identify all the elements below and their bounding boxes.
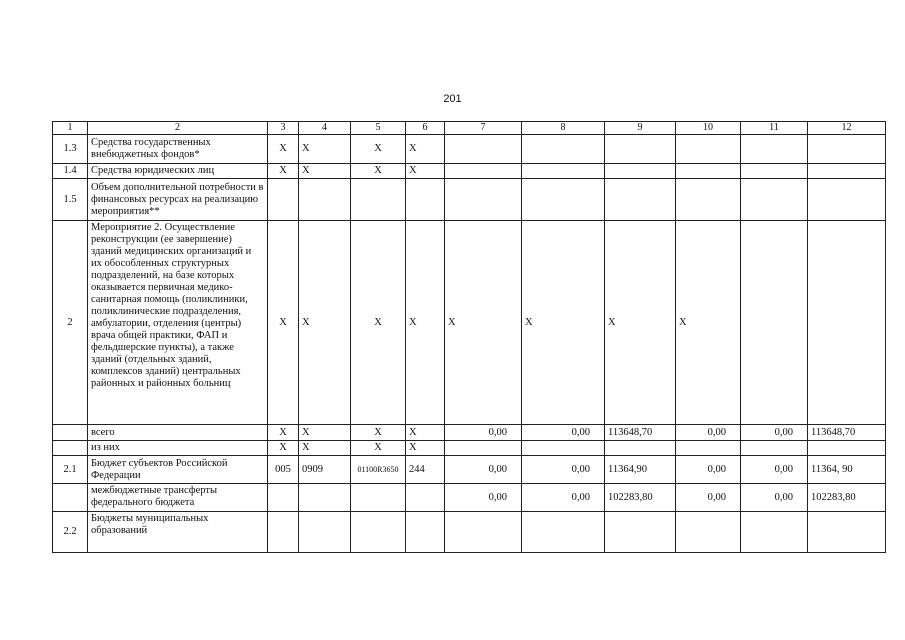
row-id: 2.2 bbox=[53, 512, 88, 553]
cell bbox=[676, 441, 741, 456]
row-id: 1.3 bbox=[53, 135, 88, 164]
cell bbox=[741, 221, 808, 425]
cell: 005 bbox=[268, 456, 299, 484]
cell bbox=[605, 179, 676, 221]
cell bbox=[808, 512, 886, 553]
table-row bbox=[53, 164, 886, 179]
cell bbox=[808, 164, 886, 179]
header-cell: 1 bbox=[53, 122, 88, 135]
cell bbox=[268, 484, 299, 512]
cell: X bbox=[299, 441, 351, 456]
row-id: 2.1 bbox=[53, 456, 88, 484]
row-description: Средства государственных внебюджетных фондов* bbox=[88, 135, 268, 164]
header-cell: 3 bbox=[268, 122, 299, 135]
header-cell: 11 bbox=[741, 122, 808, 135]
cell bbox=[445, 179, 522, 221]
cell: X bbox=[299, 164, 351, 179]
cell: 244 bbox=[406, 456, 445, 484]
cell: 0,00 bbox=[445, 456, 522, 484]
cell: X bbox=[268, 221, 299, 425]
cell: 113648,70 bbox=[808, 425, 886, 441]
table-row bbox=[53, 456, 886, 484]
cell bbox=[299, 484, 351, 512]
cell bbox=[406, 484, 445, 512]
cell: X bbox=[351, 164, 406, 179]
header-cell: 5 bbox=[351, 122, 406, 135]
cell bbox=[808, 135, 886, 164]
cell bbox=[741, 179, 808, 221]
cell: X bbox=[406, 441, 445, 456]
cell: 0,00 bbox=[741, 484, 808, 512]
budget-table bbox=[52, 121, 886, 553]
row-description: Средства юридических лиц bbox=[88, 164, 268, 179]
cell: X bbox=[605, 221, 676, 425]
header-cell: 8 bbox=[522, 122, 605, 135]
row-id: 1.5 bbox=[53, 179, 88, 221]
cell bbox=[268, 179, 299, 221]
cell bbox=[741, 164, 808, 179]
cell: X bbox=[445, 221, 522, 425]
cell: X bbox=[299, 221, 351, 425]
table-row bbox=[53, 441, 886, 456]
cell bbox=[522, 512, 605, 553]
header-cell: 2 bbox=[88, 122, 268, 135]
cell bbox=[406, 512, 445, 553]
cell bbox=[605, 441, 676, 456]
cell: X bbox=[351, 221, 406, 425]
header-row bbox=[53, 122, 886, 135]
cell bbox=[605, 164, 676, 179]
cell bbox=[741, 441, 808, 456]
cell bbox=[406, 179, 445, 221]
cell: 0,00 bbox=[676, 484, 741, 512]
cell bbox=[676, 164, 741, 179]
cell: X bbox=[268, 164, 299, 179]
cell: X bbox=[351, 441, 406, 456]
header-cell: 4 bbox=[299, 122, 351, 135]
cell bbox=[676, 512, 741, 553]
header-cell: 9 bbox=[605, 122, 676, 135]
table-row bbox=[53, 179, 886, 221]
cell: 102283,80 bbox=[605, 484, 676, 512]
table-row bbox=[53, 135, 886, 164]
cell: 0,00 bbox=[741, 456, 808, 484]
row-id bbox=[53, 484, 88, 512]
cell: 0,00 bbox=[676, 456, 741, 484]
cell bbox=[268, 512, 299, 553]
cell bbox=[445, 441, 522, 456]
cell: 0909 bbox=[299, 456, 351, 484]
cell bbox=[741, 512, 808, 553]
cell bbox=[808, 179, 886, 221]
cell: X bbox=[406, 221, 445, 425]
cell: X bbox=[406, 164, 445, 179]
header-cell: 6 bbox=[406, 122, 445, 135]
row-description: Объем дополнительной потребности в финансовых ресурсах на реализацию мероприятия** bbox=[88, 179, 268, 221]
cell bbox=[676, 179, 741, 221]
cell bbox=[808, 441, 886, 456]
cell: X bbox=[351, 135, 406, 164]
row-description: всего bbox=[88, 425, 268, 441]
header-cell: 7 bbox=[445, 122, 522, 135]
header-cell: 10 bbox=[676, 122, 741, 135]
cell: X bbox=[522, 221, 605, 425]
row-description: Бюджет субъектов Российской Федерации bbox=[88, 456, 268, 484]
cell: 0,00 bbox=[676, 425, 741, 441]
cell bbox=[299, 512, 351, 553]
cell: 0,00 bbox=[445, 425, 522, 441]
cell bbox=[522, 441, 605, 456]
cell: X bbox=[268, 135, 299, 164]
cell: X bbox=[268, 425, 299, 441]
cell bbox=[605, 135, 676, 164]
cell: 0,00 bbox=[445, 484, 522, 512]
cell: X bbox=[351, 425, 406, 441]
cell: 01100R3650 bbox=[351, 456, 406, 484]
table-row bbox=[53, 221, 886, 425]
cell: 102283,80 bbox=[808, 484, 886, 512]
row-id: 1.4 bbox=[53, 164, 88, 179]
cell: X bbox=[406, 425, 445, 441]
cell: 113648,70 bbox=[605, 425, 676, 441]
cell: X bbox=[676, 221, 741, 425]
cell bbox=[299, 179, 351, 221]
cell bbox=[351, 179, 406, 221]
cell: 11364, 90 bbox=[808, 456, 886, 484]
cell: X bbox=[406, 135, 445, 164]
row-id bbox=[53, 441, 88, 456]
page-number: 201 bbox=[443, 93, 462, 105]
cell bbox=[445, 135, 522, 164]
row-description: из них bbox=[88, 441, 268, 456]
row-id bbox=[53, 425, 88, 441]
cell: 0,00 bbox=[522, 425, 605, 441]
row-description: межбюджетные трансферты федерального бюджета bbox=[88, 484, 268, 512]
table-row bbox=[53, 425, 886, 441]
table-row bbox=[53, 512, 886, 553]
cell: X bbox=[299, 135, 351, 164]
cell bbox=[522, 179, 605, 221]
row-id: 2 bbox=[53, 221, 88, 425]
cell bbox=[808, 221, 886, 425]
cell: 11364,90 bbox=[605, 456, 676, 484]
cell: 0,00 bbox=[522, 484, 605, 512]
table-row bbox=[53, 484, 886, 512]
cell bbox=[741, 135, 808, 164]
cell bbox=[522, 164, 605, 179]
cell bbox=[445, 164, 522, 179]
cell bbox=[605, 512, 676, 553]
row-description: Мероприятие 2. Осуществление реконструкции (ее завершение) зданий медицинских организаций и их обособленных структурных подразделений, на базе которых оказывается первичная медико-санитарная помощь (поликлиники, поликлинические подразделения, амбулатории, отделения (центры) врача общей практики, ФАП и фельдшерские пункты), а также зданий (отдельных зданий, комплексов зданий) центральных районных и районных больниц bbox=[88, 221, 268, 425]
cell bbox=[676, 135, 741, 164]
cell bbox=[445, 512, 522, 553]
cell bbox=[351, 484, 406, 512]
cell: 0,00 bbox=[741, 425, 808, 441]
cell: 0,00 bbox=[522, 456, 605, 484]
cell bbox=[522, 135, 605, 164]
header-cell: 12 bbox=[808, 122, 886, 135]
cell bbox=[351, 512, 406, 553]
cell: X bbox=[299, 425, 351, 441]
cell: X bbox=[268, 441, 299, 456]
row-description: Бюджеты муниципальных образований bbox=[88, 512, 268, 553]
